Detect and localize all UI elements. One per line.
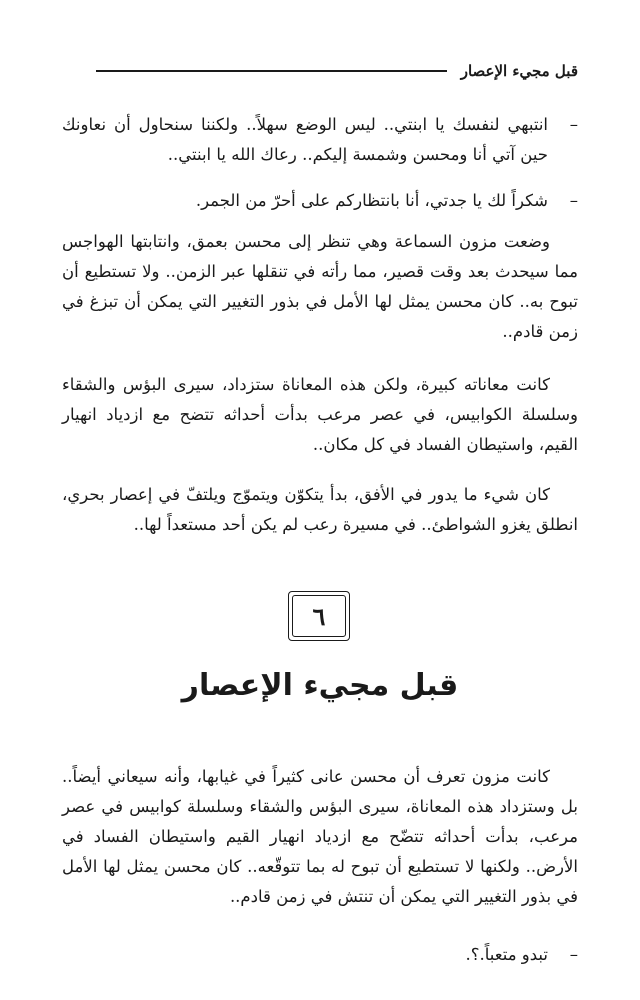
header-rule [96,70,447,72]
dialog-line-1 [62,110,578,170]
chapter-number-box [288,591,350,641]
dialog-text: انتبهي لنفسك يا ابنتي.. ليس الوضع سهلاً.. ولكننا سنحاول أن نعاونك حين آتي أنا ومحسن وشمسة إليكم.. رعاك الله يا ابنتي.. [62,115,548,164]
dialog-line-3 [62,940,578,970]
running-header [96,58,578,84]
dialog-line-2 [62,186,578,216]
chapter-paragraph: كانت مزون تعرف أن محسن عانى كثيراً في غيابها، وأنه سيعاني أيضاً.. بل وستزداد هذه المعاناة، سيرى البؤس والشقاء وسلسلة كوابيس في عصر مرعب، بدأت أحداثه تتضّح مع ازدياد انهيار القيم واستيطان الفساد في الأرض.. ولكنها لا تستطيع أن تبوح له بما تتوقّعه.. كان محسن يمثل لها الأمل في بذور التغيير التي يمكن أن تنتش في زمن قادم.. [62,767,578,906]
chapter-number: ٦ [292,595,346,637]
paragraph-1: وضعت مزون السماعة وهي تنظر إلى محسن بعمق، وانتابتها الهواجس مما سيحدث بعد وقت قصير، مما رأته في تنقلها عبر الزمن.. ولا تستطيع أن تبوح به.. كان محسن يمثل لها الأمل في بذور التغيير التي يمكن أن تبزغ في زمن قادم.. [62,232,578,341]
dialog-dash: – [569,115,578,134]
chapter-title: قبل مجيء الإعصار [181,668,459,703]
paragraph-3: كان شيء ما يدور في الأفق، بدأ يتكوّن ويتموّج ويلتفّ في إعصار بحري، انطلق يغزو الشواطئ.. في مسيرة رعب لم يكن أحد مستعداً لها.. [62,485,578,534]
paragraph-2: كانت معاناته كبيرة، ولكن هذه المعاناة ستزداد، سيرى البؤس والشقاء وسلسلة الكوابيس، في عصر مرعب بدأت أحداثه تتضح مع ازدياد انهيار القيم، واستيطان الفساد في كل مكان.. [62,375,578,454]
dialog-text: شكراً لك يا جدتي، أنا بانتظاركم على أحرّ من الجمر. [195,191,548,210]
dialog-dash: – [569,191,578,210]
dialog-dash: – [569,945,578,964]
running-title: قبل مجيء الإعصار [460,62,578,80]
dialog-text: تبدو متعباً.؟. [465,945,548,964]
